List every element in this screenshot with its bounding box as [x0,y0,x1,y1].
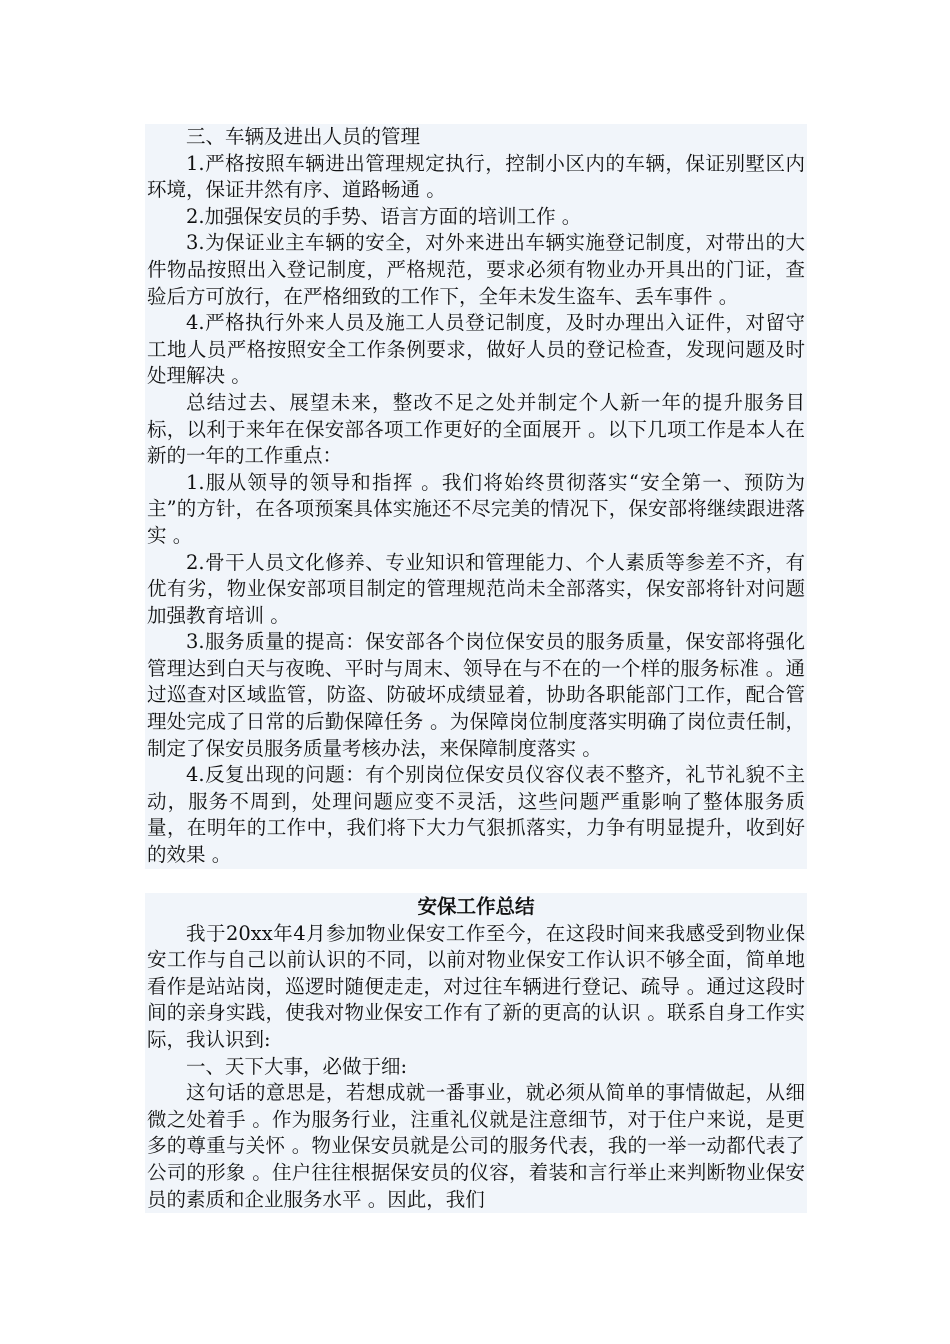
paragraph: 4.严格执行外来人员及施工人员登记制度，及时办理出入证件，对留守工地人员严格按照安全工作条例要求，做好人员的登记检查，发现问题及时处理解决 。 [147,311,805,388]
paragraph: 2.骨干人员文化修养、专业知识和管理能力、个人素质等参差不齐，有优有劣，物业保安部项目制定的管理规范尚未全部落实，保安部将针对问题加强教育培训 。 [147,550,805,627]
paragraph: 4.反复出现的问题：有个别岗位保安员仪容仪表不整齐，礼节礼貌不主动，服务不周到，处理问题应变不灵活，这些问题严重影响了整体服务质量，在明年的工作中，我们将下大力气狠抓落实，力争有明显提升，收到好的效果 。 [147,763,805,867]
paragraph: 总结过去、展望未来，整改不足之处并制定个人新一年的提升服务目标，以利于来年在保安部各项工作更好的全面展开 。以下几项工作是本人在新的一年的工作重点： [147,390,805,468]
section-spacer [145,869,807,893]
paragraph: 1.服从领导的领导和指挥 。我们将始终贯彻落实“安全第一、预防为主”的方针，在各项预案具体实施还不尽完美的情况下，保安部将继续跟进落实 。 [147,470,805,547]
paragraph: 这句话的意思是，若想成就一番事业，就必须从简单的事情做起，从细微之处着手 。作为服务行业，注重礼仪就是注意细节，对于住户来说，是更多的尊重与关怀 。物业保安员就是公司的服务代表，我的一举一动都代表了公司的形象 。住户往往根据保安员的仪容，着装和言行举止来判断物业保安员的素质和企业服务水平 。因此，我们 [147,1081,805,1211]
section-security-summary [145,893,807,1214]
section-vehicle-management [145,124,807,869]
paragraph: 3.为保证业主车辆的安全，对外来进出车辆实施登记制度，对带出的大件物品按照出入登记制度，严格规范，要求必须有物业办开具出的门证，查验后方可放行，在严格细致的工作下，全年未发生盗车、丢车事件 。 [147,231,805,308]
document-page [145,124,807,1213]
section-heading: 三、车辆及进出人员的管理 [186,125,421,148]
section-heading: 一、天下大事，必做于细: [186,1054,408,1078]
paragraph: 3.服务质量的提高：保安部各个岗位保安员的服务质量，保安部将强化管理达到白天与夜晚、平时与周末、领导在与不在的一个样的服务标准 。通过巡查对区域监管，防盗、防破坏成绩显着，协助各职能部门工作，配合管理处完成了日常的后勤保障任务 。为保障岗位制度落实明确了岗位责任制，制定了保安员服务质量考核办法，来保障制度落实 。 [147,630,805,760]
paragraph: 2.加强保安员的手势、语言方面的培训工作 。 [186,204,582,228]
paragraph: 我于20xx年4月参加物业保安工作至今，在这段时间来我感受到物业保安工作与自己以前认识的不同，以前对物业保安工作认识不够全面，简单地看作是站站岗，巡逻时随便走走，对过往车辆进行登记、疏导 。通过这段时间的亲身实践，使我对物业保安工作有了新的更高的认识 。联系自身工作实际，我认识到: [147,921,805,1051]
document-title: 安保工作总结 [417,894,535,918]
paragraph: 1.严格按照车辆进出管理规定执行，控制小区内的车辆，保证别墅区内环境，保证井然有序、道路畅通 。 [147,151,805,202]
